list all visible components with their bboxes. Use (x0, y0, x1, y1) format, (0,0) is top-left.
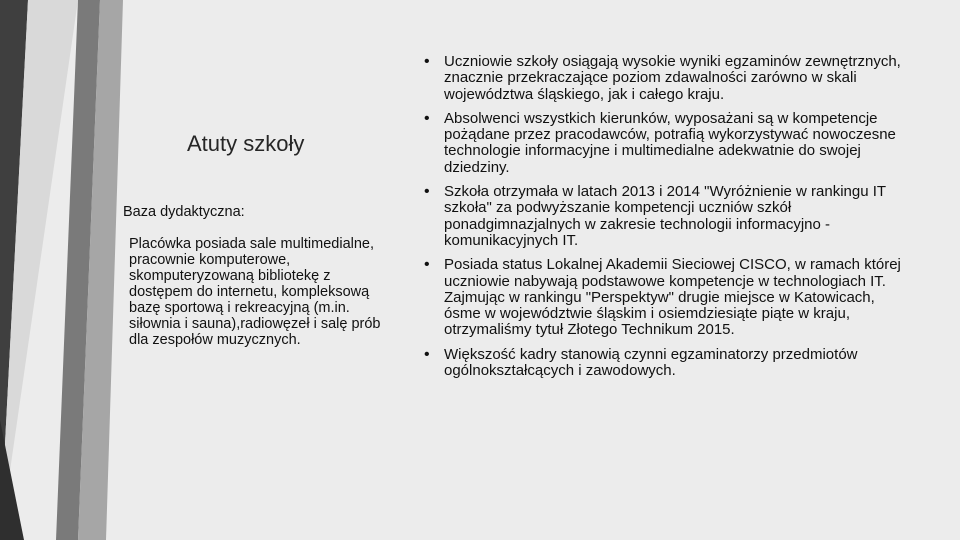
bullet-dot-icon: • (424, 256, 430, 274)
bullet-item (424, 54, 902, 103)
bullet-text: Szkoła otrzymała w latach 2013 i 2014 "Wyróżnienie w rankingu IT szkoła" za podwyższanie kompetencji uczniów szkół ponadgimnazjalnych w zakresie technologii informacyjno - komunikacyjnych IT. (444, 183, 886, 249)
bullet-item (424, 111, 902, 176)
bullet-dot-icon: • (424, 345, 430, 363)
bullet-text: Uczniowie szkoły osiągają wysokie wyniki egzaminów zewnętrznych, znacznie przekraczające poziom zdawalności zarówno w skali województwa śląskiego, jak i całego kraju. (444, 53, 901, 103)
left-heading: Baza dydaktyczna: (123, 204, 245, 220)
bullet-item (424, 184, 902, 249)
left-text-block (123, 204, 395, 348)
bullet-text: Większość kadry stanowią czynni egzaminatorzy przedmiotów ogólnokształcących i zawodowych. (444, 345, 858, 380)
bullet-dot-icon: • (424, 183, 430, 201)
bullet-item (424, 257, 902, 338)
slide-title: Atuty szkoły (187, 131, 305, 156)
bullet-list (424, 54, 902, 387)
bullet-text: Absolwenci wszystkich kierunków, wyposażani są w kompetencje pożądane przez pracodawców, potrafią wykorzystywać nowoczesne technologie informacyjne i multimedialne adekwatnie do swojej dziedziny. (444, 109, 896, 176)
bullet-item (424, 347, 902, 380)
bullet-text: Posiada status Lokalnej Akademii Sieciowej CISCO, w ramach której uczniowie nabywają podstawowe kompetencje w technologiach IT. Zajmując w rankingu "Perspektyw" drugie miejsce w Katowicach, ósme w województwie śląskim i osiemdziesiąte piąte w kraju, otrzymaliśmy tytuł Złotego Technikum 2015. (444, 256, 901, 339)
left-paragraph: Placówka posiada sale multimedialne, pracownie komputerowe, skomputeryzowaną bibliotekę z dostępem do internetu, kompleksową bazę sportową i rekreacyjną (m.in. siłownia i sauna),radiowęzeł i salę prób dla zespołów muzycznych. (129, 236, 381, 348)
bullet-dot-icon: • (424, 109, 430, 127)
bullet-dot-icon: • (424, 53, 430, 70)
